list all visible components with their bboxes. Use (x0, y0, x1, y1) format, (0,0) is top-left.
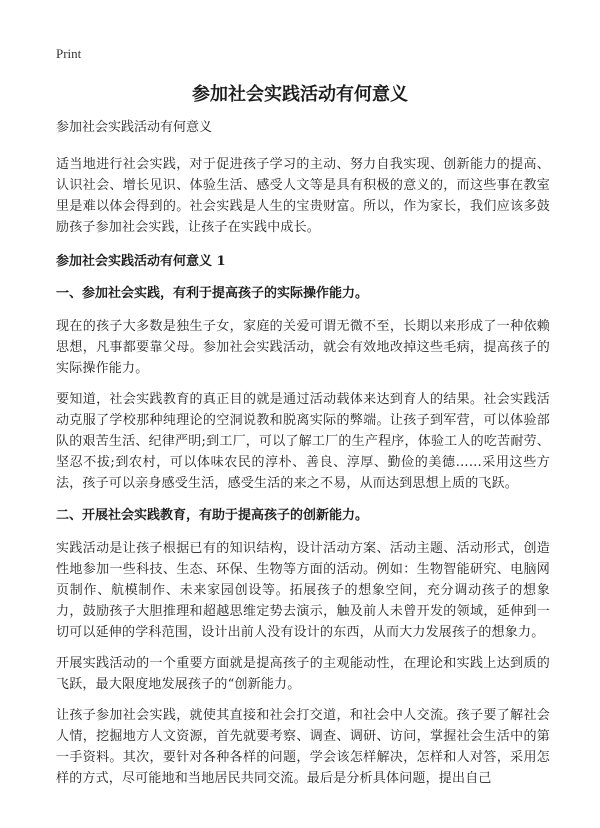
point-1-paragraph: 要知道，社会实践教育的真正目的就是通过活动载体来达到育人的结果。社会实践活动克服了学校那种纯理论的空洞说教和脱离实际的弊端。让孩子到军营，可以体验部队的艰苦生活、纪律严明;到工厂，可以了解工厂的生产程序，体验工人的吃苦耐劳、坚忍不拔;到农村，可以体味农民的淳朴、善良、淳厚、勤俭的美德……采用这些方法，孩子可以亲身感受生活，感受生活的来之不易，从而达到思想上质的飞跃。 (56, 392, 550, 491)
page-title: 参加社会实践活动有何意义 (192, 84, 408, 105)
section-heading: 参加社会实践活动有何意义 1 (56, 254, 226, 269)
point-1-paragraph: 现在的孩子大多数是独生子女，家庭的关爱可谓无微不至，长期以来形成了一种依赖思想，凡事都要靠父母。参加社会实践活动，就会有效地改掉这些毛病，提高孩子的实际操作能力。 (56, 319, 550, 376)
point-1-heading: 一、参加社会实践，有利于提高孩子的实际操作能力。 (56, 286, 369, 301)
article-subtitle: 参加社会实践活动有何意义 (56, 120, 213, 135)
point-2-heading: 二、开展社会实践教育，有助于提高孩子的创新能力。 (56, 508, 369, 523)
point-2-paragraph: 开展实践活动的一个重要方面就是提高孩子的主观能动性，在理论和实践上达到质的飞跃，最大限度地发展孩子的“创新能力。 (56, 656, 550, 692)
print-link[interactable]: Print (56, 46, 82, 61)
point-2-paragraph: 实践活动是让孩子根据已有的知识结构，设计活动方案、活动主题、活动形式，创造性地参加一些科技、生态、环保、生物等方面的活动。例如：生物智能研究、电脑网页制作、航模制作、未来家园创设等。拓展孩子的想象空间，充分调动孩子的想象力，鼓励孩子大胆推理和超越思维定势去演示，触及前人未曾开发的领域，延伸到一切可以延伸的学科范围，设计出前人没有设计的东西，从而大力发展孩子的想象力。 (56, 541, 550, 640)
intro-paragraph: 适当地进行社会实践，对于促进孩子学习的主动、努力自我实现、创新能力的提高、认识社会、增长见识、体验生活、感受人文等是具有积极的意义的，而这些事在教室里是难以体会得到的。社会实践是人生的宝贵财富。所以，作为家长，我们应该多鼓励孩子参加社会实践，让孩子在实践中成长。 (56, 157, 550, 235)
point-2-paragraph: 让孩子参加社会实践，就使其直接和社会打交道，和社会中人交流。孩子要了解社会人情，挖掘地方人文资源，首先就要考察、调查、调研、访问，掌握社会生活中的第一手资料。其次，要针对各种各样的问题，学会该怎样解决，怎样和人对答，采用怎样的方式，尽可能地和当地居民共同交流。最后是分析具体问题，提出自己 (56, 708, 550, 786)
article-body (56, 118, 550, 799)
